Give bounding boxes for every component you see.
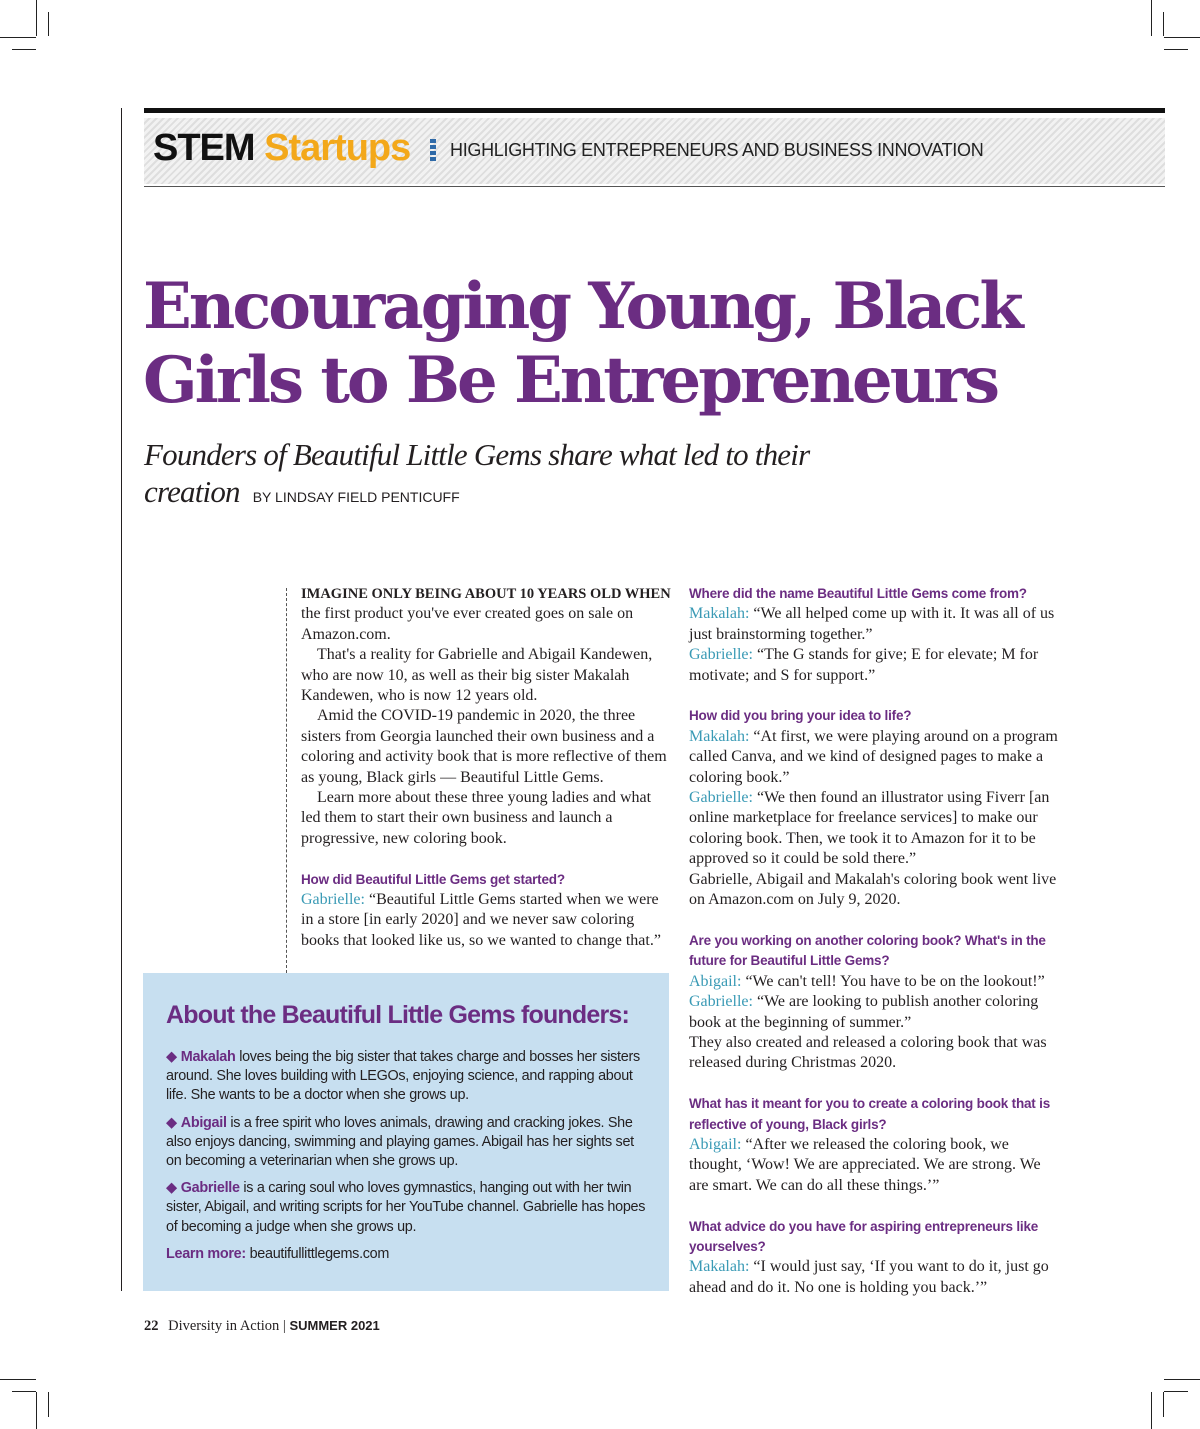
crop-mark [1151,1392,1152,1429]
header-bottom-rule [144,186,1165,187]
speaker: Makalah: [689,605,750,623]
speaker: Makalah: [689,727,750,745]
crop-mark [1163,12,1164,36]
crop-mark [36,0,37,36]
crop-mark [1164,37,1200,38]
learn-more [166,1245,648,1264]
answer-text: “I would just say, ‘If you want to do it, just go ahead and do it. No one is holding you back.’” [689,1258,1049,1296]
crop-mark [1164,1379,1200,1380]
answer-text: “The G stands for give; E for elevate; M for motivate; and S for support.” [689,646,1039,684]
article-subheadline [144,436,844,516]
answer [689,788,1061,870]
diamond-bullet-icon: ◆ [166,1049,177,1065]
speaker: Gabrielle: [689,646,753,664]
section-title-stem: STEM [153,127,255,169]
question: How did Beautiful Little Gems get started? [301,871,565,887]
speaker: Makalah: [689,1258,750,1276]
intro-paragraph-4: Learn more about these three young ladies and what led them to start their own business and launch a progressive, new coloring book. [301,789,652,847]
article-column-1 [301,584,671,951]
answer-text: “At first, we were playing around on a program called Canva, and we kind of designed pages to make a coloring book.” [689,727,1058,786]
founder-name: Makalah [180,1049,236,1065]
intro-lead: IMAGINE ONLY BEING ABOUT 10 YEARS OLD WHEN [301,586,671,602]
speaker: Gabrielle: [689,993,753,1011]
narrative-note: They also created and released a coloring book that was released during Christmas 2020. [689,1033,1047,1072]
answer-text: “After we released the coloring book, we thought, ‘Wow! We are appreciated. We are strong. We are smart. We can do all these things.’” [689,1135,1041,1194]
crop-mark [1164,1391,1188,1392]
article-column-2 [689,584,1061,1298]
founder-description: loves being the big sister that takes charge and bosses her sisters around. She loves building with LEGOs, enjoying science, and rapping about life. She wants to be a doctor when she grows up. [166,1049,640,1104]
subheadline-text: Founders of Beautiful Little Gems share what led to their creation [144,437,810,509]
answer [689,972,1061,992]
crop-mark [1163,1392,1164,1417]
answer-text: “We then found an illustrator using Fiverr [an online marketplace for freelance services] to make our coloring book. Then, we took it to Amazon for it to be approved so it could be sold there.” [689,789,1050,868]
sidebar-title: About the Beautiful Little Gems founders: [166,1001,630,1029]
diamond-bullet-icon: ◆ [166,1180,177,1197]
page-margin-rule [121,108,122,1291]
intro-paragraph-2: That's a reality for Gabrielle and Abigail Kandewen, who are now 10, as well as their big sister Makalah Kandewen, who is now 12 years old. [301,646,653,705]
narrative-note: Gabrielle, Abigail and Makalah's coloring book went live on Amazon.com on July 9, 2020. [689,870,1057,909]
crop-mark [12,49,36,50]
intro-paragraph [301,584,671,645]
crop-mark [0,37,36,38]
founder-description: is a caring soul who loves gymnastics, hanging out with her twin sister, Abigail, and writing scripts for her YouTube channel. Gabrielle has hopes of becoming a judge when she grows up. [166,1180,646,1235]
question: Are you working on another coloring book? What's in the future for Beautiful Little Gems? [689,932,1046,969]
answer [689,992,1061,1033]
dotted-divider-icon [430,139,436,163]
article-headline: Encouraging Young, Black Girls to Be Entrepreneurs [143,269,1021,418]
diamond-bullet-icon: ◆ [166,1114,177,1131]
speaker: Gabrielle: [689,789,753,807]
answer [689,645,1061,686]
answer [301,890,671,951]
founder-name: Abigail [180,1114,227,1131]
founder-item [166,1179,648,1237]
sidebar-body [166,1048,648,1272]
question: Where did the name Beautiful Little Gems come from? [689,586,1027,601]
issue-label: SUMMER 2021 [289,1318,380,1333]
crop-mark [0,1379,36,1380]
section-title-startups: Startups [264,127,411,169]
answer [689,727,1061,788]
answer [689,1257,1061,1298]
question: What has it meant for you to create a coloring book that is reflective of young, Black girls? [689,1096,1050,1132]
speaker: Abigail: [689,972,742,990]
intro-paragraph-3: Amid the COVID-19 pandemic in 2020, the three sisters from Georgia launched their own business and a coloring and activity book that is more reflective of them as young, Black girls — Beautiful Little Gems. [301,707,667,786]
section-tagline: HIGHLIGHTING ENTREPRENEURS AND BUSINESS INNOVATION [450,140,984,160]
byline: BY LINDSAY FIELD PENTICUFF [252,489,460,505]
founder-item [166,1048,648,1106]
crop-mark [48,12,49,36]
crop-mark [36,1392,37,1429]
answer [689,604,1061,645]
column-divider [286,588,287,973]
speaker: Abigail: [689,1135,742,1153]
speaker: Gabrielle: [301,891,365,909]
page-footer [144,1318,380,1335]
crop-mark [1164,49,1188,50]
learn-more-link[interactable]: beautifullittlegems.com [249,1245,390,1262]
intro-lead-rest: the first product you've ever created goes on sale on Amazon.com. [301,605,634,643]
founder-item [166,1114,648,1172]
crop-mark [1151,0,1152,36]
answer-text: “Beautiful Little Gems started when we were in a store [in early 2020] and we never saw coloring books that looked like us, so we wanted to change that.” [301,891,661,949]
answer-text: “We all helped come up with it. It was all of us just brainstorming together.” [689,605,1055,643]
founder-description: is a free spirit who loves animals, drawing and cracking jokes. She also enjoys dancing, swimming and playing games. Abigail has her sights set on becoming a veterinarian when she grows up. [166,1114,634,1170]
header-top-rule [144,108,1165,113]
footer-separator: | [282,1318,286,1334]
crop-mark [12,1391,36,1392]
publication-name: Diversity in Action [168,1318,280,1334]
section-title [153,124,410,172]
founder-name: Gabrielle [180,1180,240,1197]
page-number: 22 [144,1318,159,1334]
answer-text: “We can't tell! You have to be on the lookout!” [745,972,1045,990]
answer [689,1135,1061,1196]
crop-mark [48,1392,49,1417]
question: How did you bring your idea to life? [689,708,912,724]
answer-text: “We are looking to publish another coloring book at the beginning of summer.” [689,993,1039,1031]
question: What advice do you have for aspiring entrepreneurs like yourselves? [689,1218,1039,1254]
learn-more-label: Learn more: [166,1245,246,1262]
